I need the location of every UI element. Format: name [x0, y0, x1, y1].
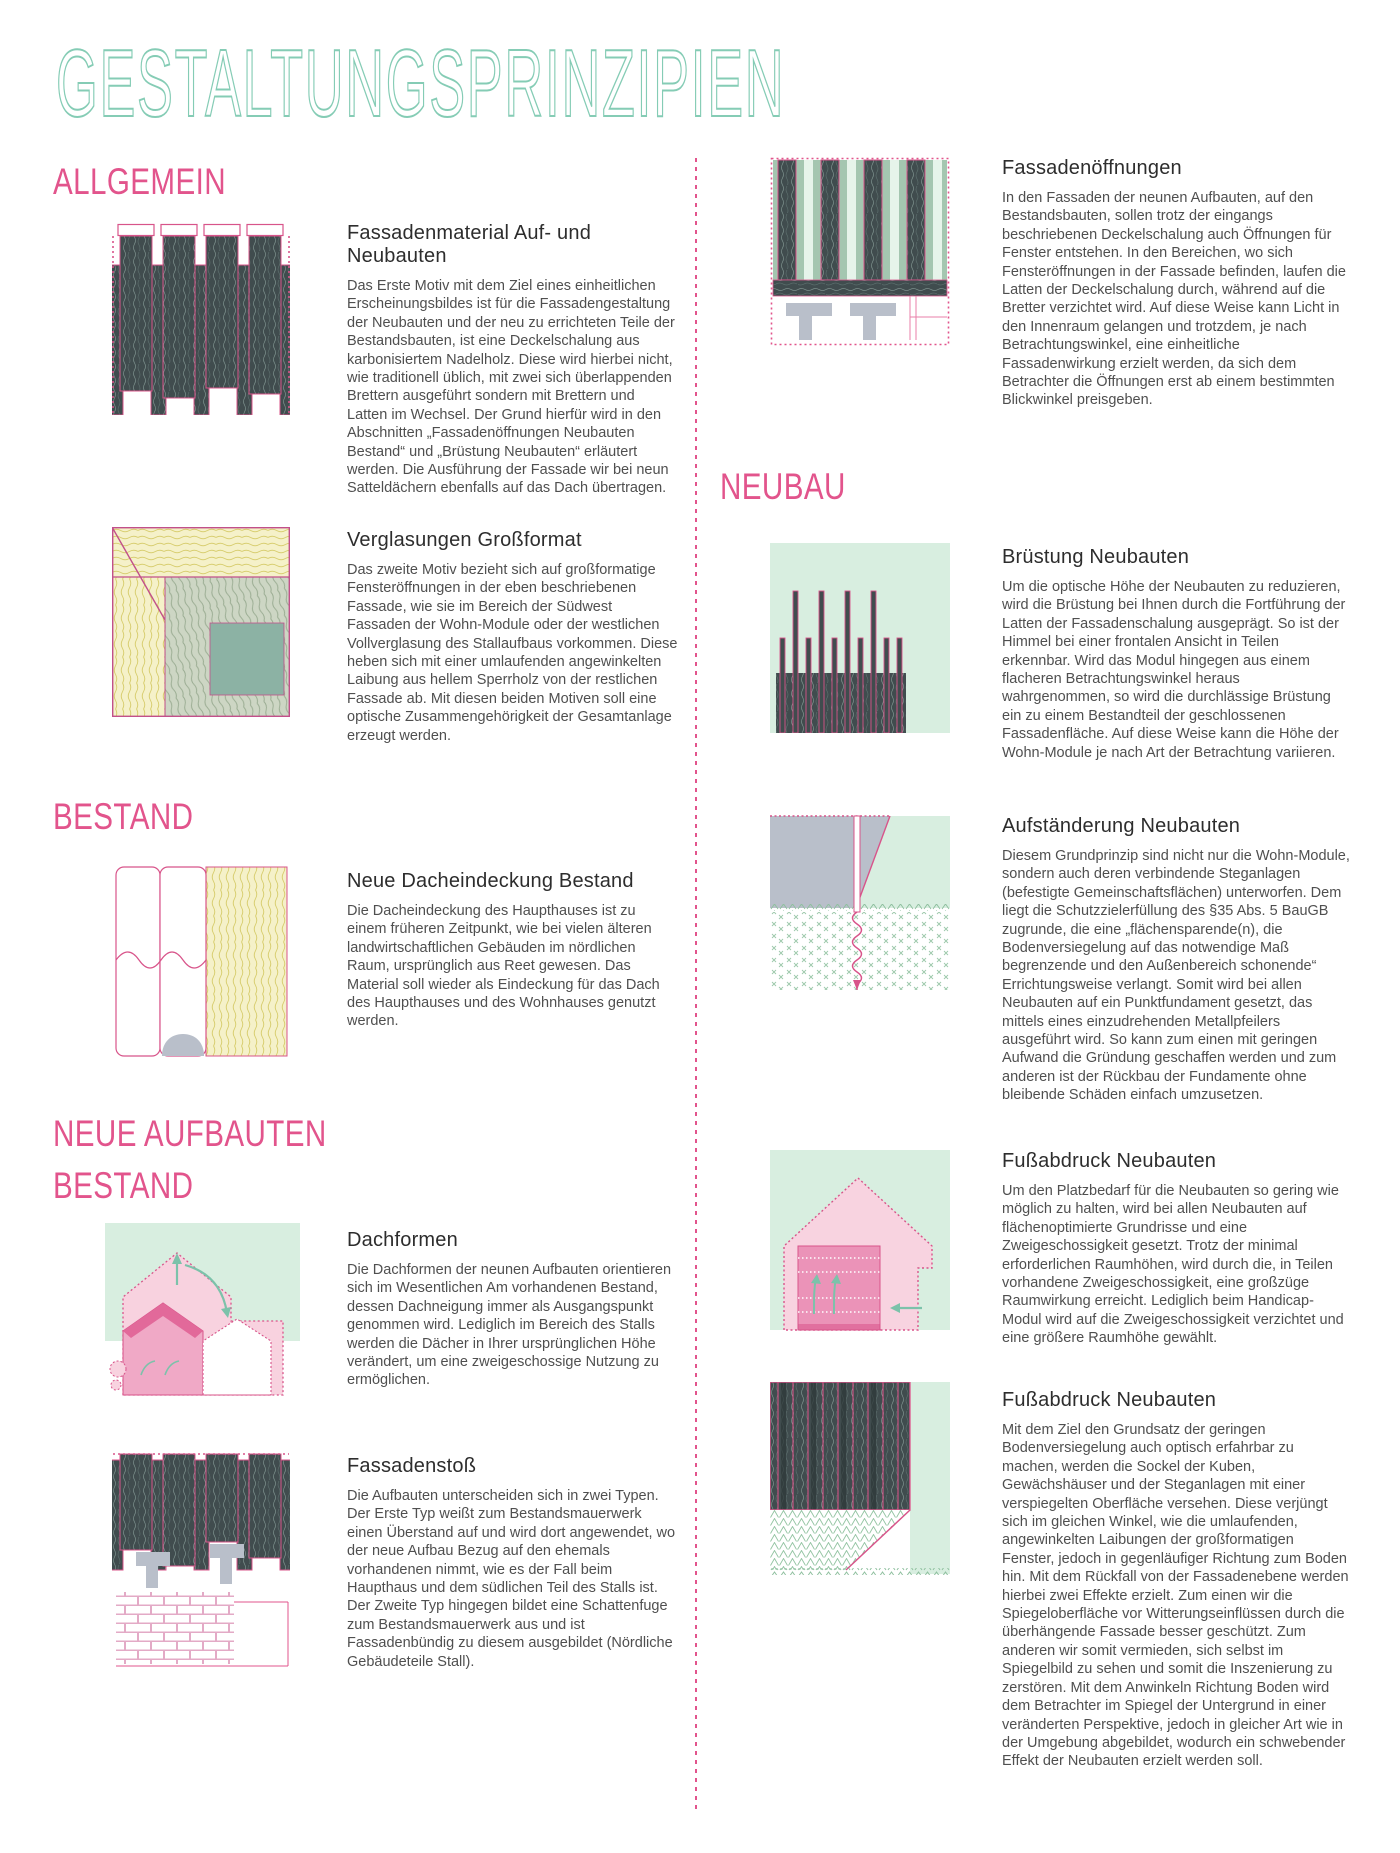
article-fassadenoeffnungen — [1002, 157, 1350, 410]
fussabdruck-spiegel-diagram — [770, 1382, 950, 1580]
article-body: In den Fassaden der neunen Aufbauten, auf den Bestandsbauten, sollen trotz der eingangs beschriebenen Deckelschalung auch Öffnungen für Fenster entstehen. In den Bereichen, wo sich Fensteröffnungen in der Fassade befinden, laufen die Latten der Deckelschalung durch, während auf die Bretter verzichtet wird. Auf diese Weise kann Licht in den Innenraum gelangen und trotzdem, je nach Betrachtungswinkel, eine einheitliche Fassadenwirkung erzielt werden, da sich dem Betrachter die Öffnungen erst ab einem bestimmten Blickwinkel preisgeben. — [1002, 190, 1346, 409]
article-fussabdruck-2 — [1002, 1389, 1350, 1771]
article-body: Um den Platzbedarf für die Neubauten so gering wie möglich zu halten, wird bei allen Neubauten auf flächenoptimierte Grundrisse und eine Zweigeschossigkeit gesetzt. Trotz der minimal erforderlichen Raumhöhen, wird durch die, in Teilen vorhandene Zweigeschossigkeit, eine großzüge Raumwirkung erreicht. Lediglich beim Handicap-Modul wird auf die Zweigeschossigkeit verzichtet und eine größere Raumhöhe gewählt. — [1002, 1183, 1344, 1347]
article-heading: Brüstung Neubauten — [1002, 546, 1190, 568]
article-heading: Fassadenöffnungen — [1002, 157, 1182, 179]
section-header-neue-aufbauten-line1: NEUE AUFBAUTEN — [53, 1113, 327, 1154]
dacheindeckung-diagram — [112, 864, 290, 1059]
column-divider — [695, 158, 697, 1810]
fussabdruck-grundriss-diagram — [770, 1150, 950, 1342]
article-body: Das Erste Motiv mit dem Ziel eines einheitlichen Erscheinungsbildes ist für die Fassadengestaltung der Neubauten und der neu zu errichteten Teile der Bestandsbauten, ist eine Deckelschalung aus karbonisiertem Nadelholz. Diese wird hierbei nicht, wie traditionell üblich, mit zwei sich überlappenden Brettern ausgeführt sondern mit Brettern und Latten im Wechsel. Der Grund hierfür wird in den Abschnitten „Fassadenöffnungen Neubauten Bestand“ und „Brüstung Neubauten“ erläutert werden. Die Ausführung der Fassade wir bei neun Satteldächern ebenfalls auf das Dach übertragen. — [347, 278, 675, 497]
article-heading: Aufständerung Neubauten — [1002, 815, 1241, 837]
section-header-neubau: NEUBAU — [720, 466, 846, 507]
section-header-bestand: BESTAND — [53, 796, 194, 837]
article-fussabdruck-1 — [1002, 1150, 1350, 1348]
article-verglasungen — [347, 529, 679, 745]
fassadenoeffnungen-diagram — [770, 157, 950, 347]
page-title: GESTALTUNGSPRINZIPIEN — [56, 30, 786, 137]
article-heading: Neue Dacheindeckung Bestand — [347, 870, 634, 892]
article-heading: Fußabdruck Neubauten — [1002, 1389, 1217, 1411]
article-heading: Fußabdruck Neubauten — [1002, 1150, 1217, 1172]
article-body: Diesem Grundprinzip sind nicht nur die Wohn-Module, sondern auch deren verbindende Steganlagen (befestigte Gemeinschaftsflächen) unterworfen. Dem liegt die Schutzzielerfüllung des §35 Abs. 5 BauGB zugrunde, die eine „flächensparende(n), die Bodenversiegelung auf das notwendige Maß begrenzende und den Außenbereich schonende“ Errichtungsweise verlangt. Somit wird bei allen Neubauten auf ein Punktfundament gesetzt, das mittels eines einzudrehenden Metallpfeilers ausgeführt wird. So kann zum einen mit geringen Aufwand die Gründung geschaffen werden und zum anderen ist der Rückbau der Fundamente ohne bleibende Schäden einfach umzusetzen. — [1002, 848, 1350, 1104]
article-body: Das zweite Motiv bezieht sich auf großformatige Fensteröffnungen in der eben beschriebenen Fassade, wie sie im Bereich der Südwest Fassaden der Wohn-Module oder der westlichen Vollverglasung des Stallaufbaus vorkommen. Diese heben sich mit einer umlaufenden angewinkelten Laibung aus hellem Sperrholz von der restlichen Fassade ab. Mit diesen beiden Motiven soll eine optische Zusammengehörigkeit der Gesamtanlage erzeugt werden. — [347, 562, 678, 744]
article-body: Die Dachformen der neunen Aufbauten orientieren sich im Wesentlichen Am vorhandenen Bestand, dessen Dachneigung immer als Ausgangspunkt genommen wird. Lediglich im Bereich des Stalls werden die Dächer in Ihrer ursprünglichen Höhe verändert, um eine zweigeschossige Nutzung zu ermöglichen. — [347, 1262, 672, 1389]
article-aufstaenderung — [1002, 815, 1350, 1105]
fassadenstoss-diagram — [112, 1452, 290, 1670]
article-dachformen — [347, 1229, 679, 1390]
article-body: Um die optische Höhe der Neubauten zu reduzieren, wird die Brüstung bei Ihnen durch die Fortführung der Latten der Fassadenschalung ausgeprägt. So ist der Himmel bei einer frontalen Ansicht in Teilen erkennbar. Wird das Modul hingegen aus einem flacheren Betrachtungswinkel heraus wahrgenommen, so wird die durchlässige Brüstung ein zu einem Bestandteil der geschlossenen Fassadenfläche. Auf diese Weise kann die Höhe der Wohn-Module je nach Art der Betrachtung variieren. — [1002, 579, 1346, 761]
article-fassadenstoss — [347, 1455, 679, 1671]
article-bruestung — [1002, 546, 1350, 762]
fassadenmaterial-diagram — [112, 223, 290, 415]
article-heading: Verglasungen Großformat — [347, 529, 582, 551]
bruestung-diagram — [770, 543, 950, 733]
article-heading: Fassadenmaterial Auf- und Neubauten — [347, 222, 592, 267]
article-body: Die Dacheindeckung des Haupthauses ist zu einem früheren Zeitpunkt, wie bei vielen älteren landwirtschaftlichen Gebäuden im nördlichen Raum, ursprünglich aus Reet gewesen. Das Material soll wieder als Eindeckung für das Dach des Haupthauses und des Wohnhauses genutzt werden. — [347, 903, 660, 1030]
section-header-allgemein: ALLGEMEIN — [53, 161, 227, 202]
article-body: Mit dem Ziel den Grundsatz der geringen Bodenversiegelung auch optisch erfahrbar zu machen, werden die Sockel der Kuben, Gewächshäuser und der Steganlagen mit einer verspiegelten Oberfläche versehen. Diese verjüngt sich im gleichen Winkel, wie die umlaufenden, angewinkelten Laibungen der großformatigen Fenster, jedoch in gegenläufiger Richtung zum Boden hin. Mit dem Rückfall von der Fassadenebene werden hierbei zwei Effekte erzielt. Zum einen wir die Spiegeloberfläche vor Witterungseinflüssen durch die überhängende Fassade besser geschützt. Zum anderen wir somit vermieden, sich selbst im Spiegelbild zu sehen und somit die Inszenierung zu zerstören. Mit dem Anwinkeln Richtung Boden wird dem Betrachter im Spiegel der Untergrund in einer veränderten Perspektive, jedoch in gleicher Art wie in der Umgebung abgebildet, wodurch ein schwebender Effekt der Neubauten erzielt werden soll. — [1002, 1422, 1349, 1770]
article-heading: Fassadenstoß — [347, 1455, 477, 1477]
article-fassadenmaterial — [347, 222, 679, 498]
verglasung-diagram — [112, 527, 290, 717]
section-header-neue-aufbauten-line2: BESTAND — [53, 1165, 194, 1206]
aufstaenderung-diagram — [770, 812, 950, 1002]
article-dacheindeckung — [347, 870, 679, 1031]
article-body: Die Aufbauten unterscheiden sich in zwei Typen. Der Erste Typ weißt zum Bestandsmauerwerk einen Überstand auf und wird dort angewendet, wo der neue Aufbau Bezug auf den ehemals vorhandenen nimmt, wie es der Fall beim Haupthaus und dem südlichen Teil des Stalls ist. Der Zweite Typ hingegen bildet eine Schattenfuge zum Bestandsmauerwerk aus und ist Fassadenbündig zu diesem ausgebildet (Nördliche Gebäudeteile Stall). — [347, 1488, 676, 1670]
article-heading: Dachformen — [347, 1229, 458, 1251]
dachformen-diagram — [105, 1223, 300, 1423]
